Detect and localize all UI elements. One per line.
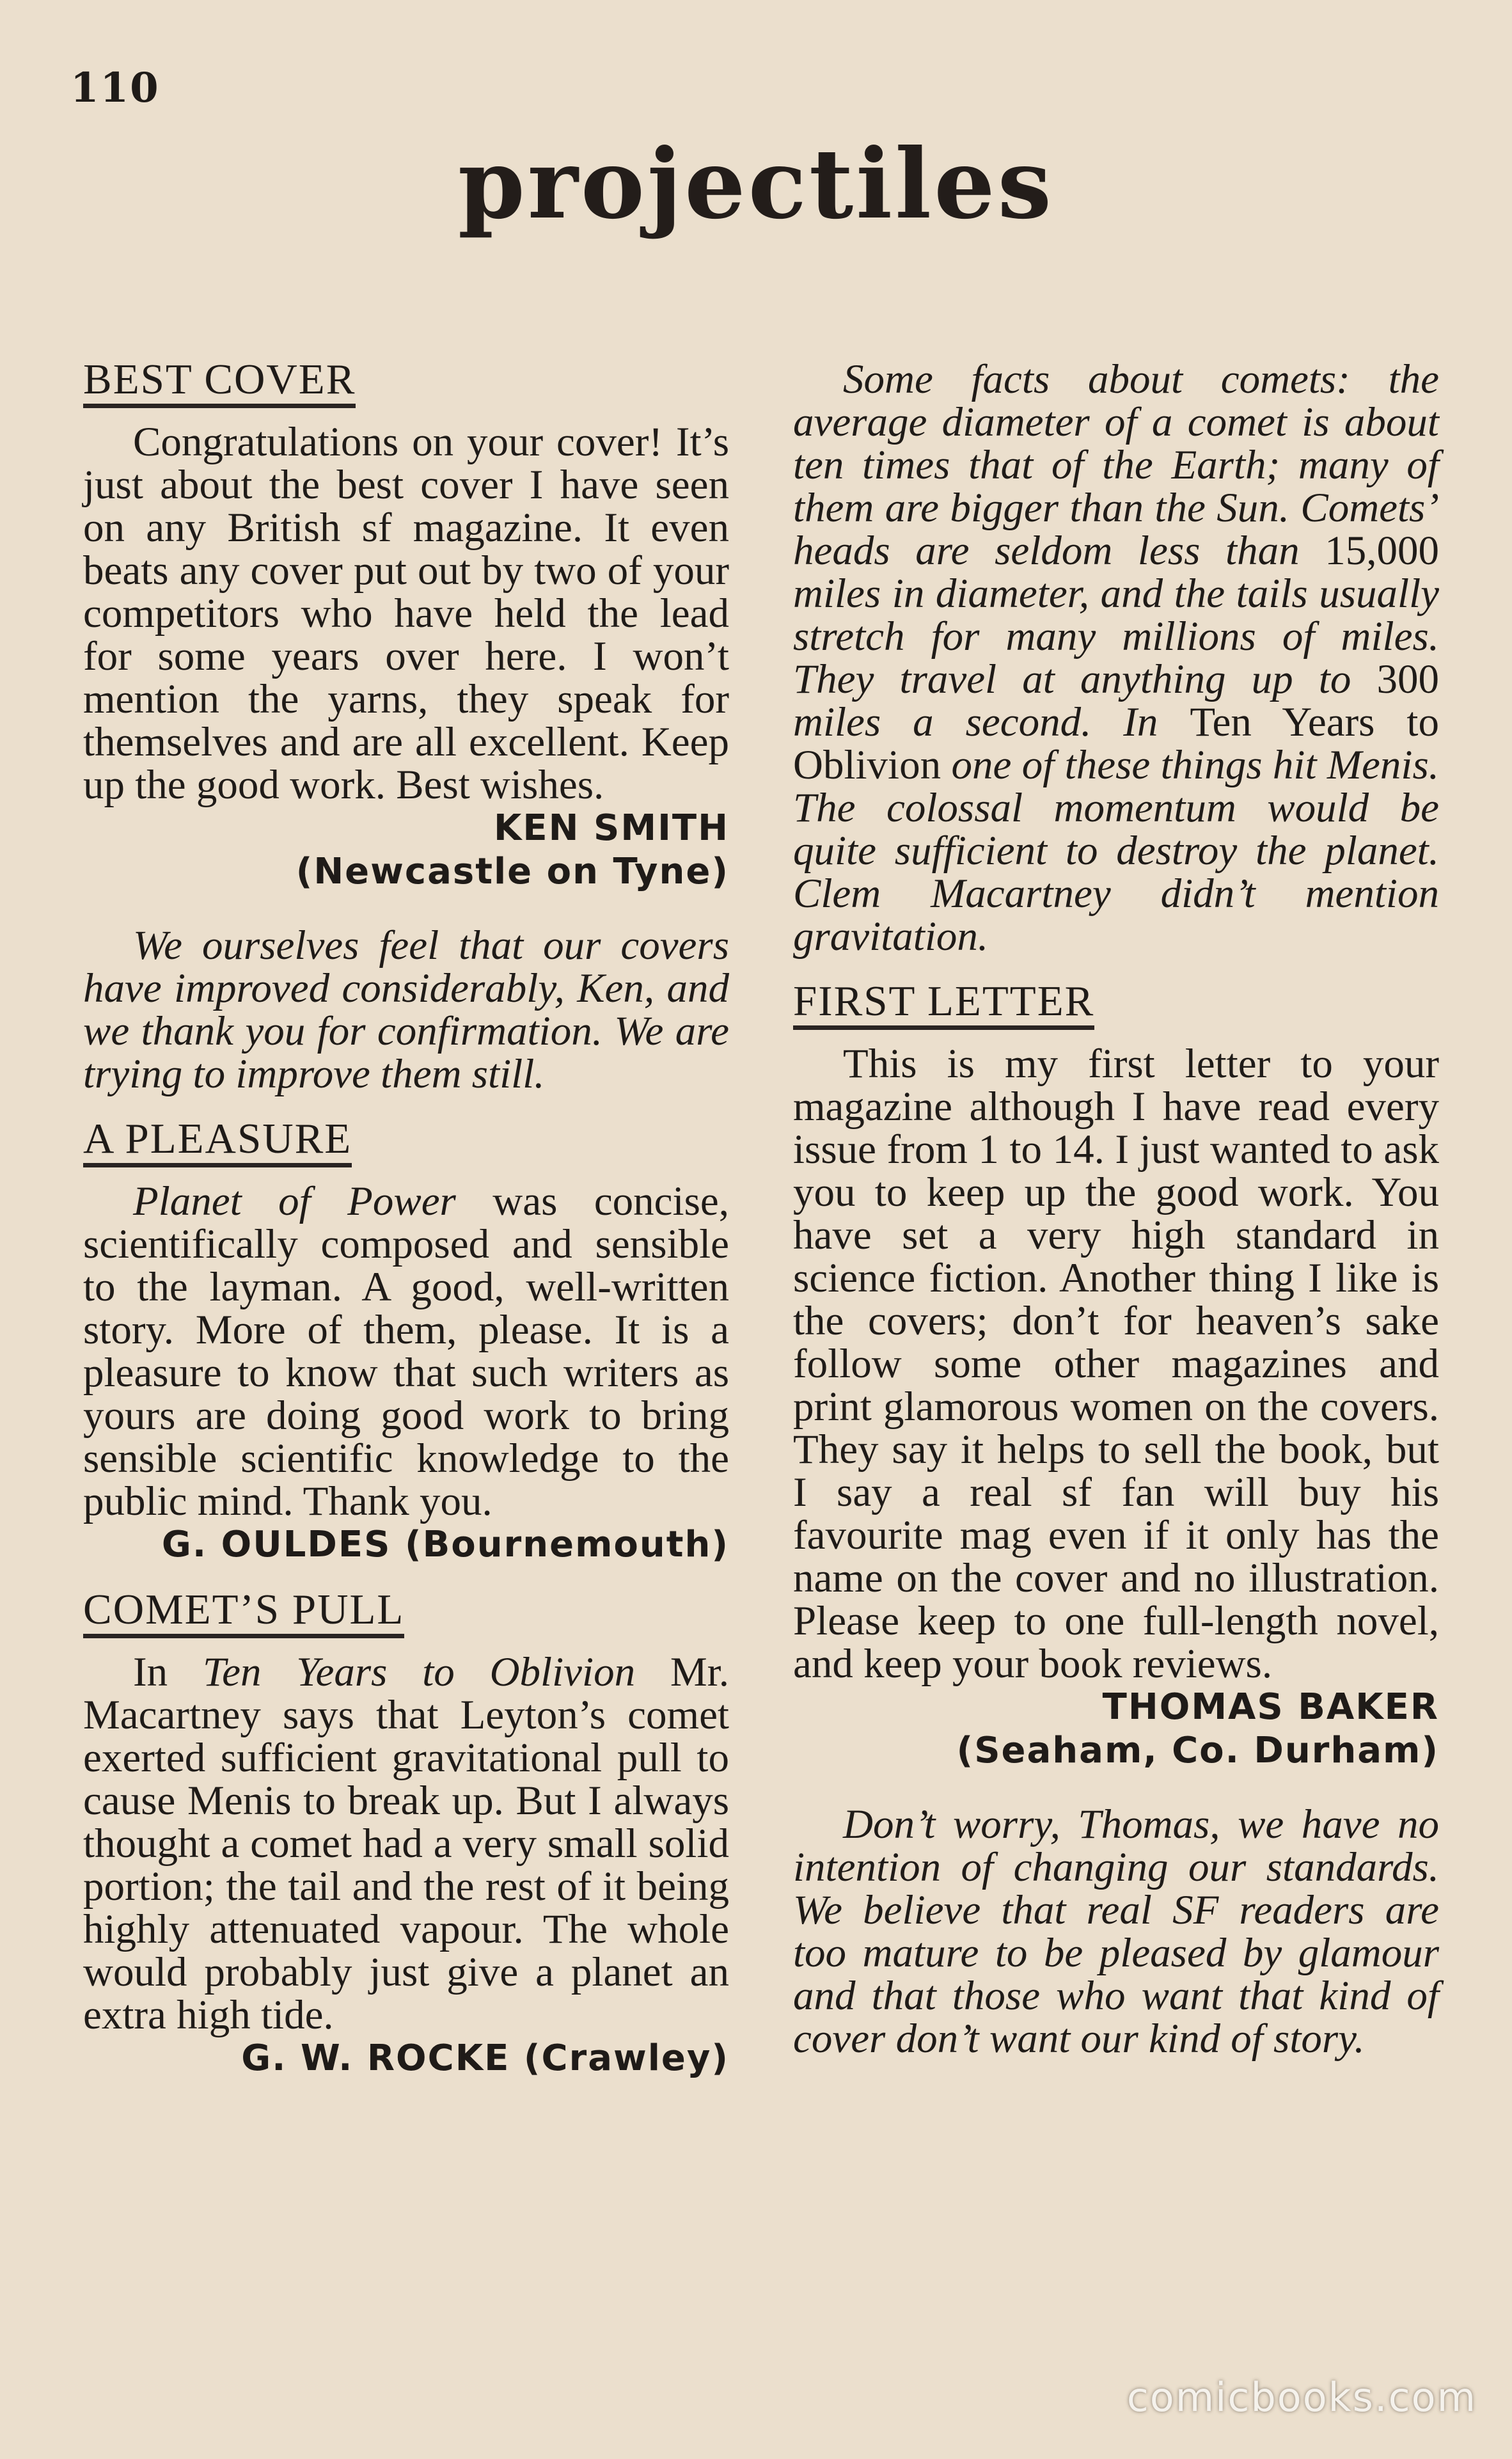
letter-text: was concise, scientifically composed and sensible to the layman. A good, well-written story. More of them, please. It is a pleasure to know that such writers as yours are doing good work to bring sensible scientific knowledge to the public mind. Thank you. bbox=[83, 1178, 729, 1524]
section-title: projectiles bbox=[457, 128, 1055, 241]
heading-comets-pull: COMET’S PULL bbox=[83, 1588, 404, 1638]
left-column bbox=[83, 358, 729, 2080]
heading-a-pleasure: A PLEASURE bbox=[83, 1118, 352, 1167]
reply-number: 15,000 bbox=[1325, 528, 1439, 574]
story-title: Planet of Power bbox=[133, 1178, 456, 1224]
page-number: 110 bbox=[70, 64, 160, 112]
signature-name: KEN SMITH bbox=[494, 807, 729, 849]
signature-location: (Seaham, Co. Durham) bbox=[956, 1730, 1439, 1771]
signature-g-w-rocke: G. W. ROCKE (Crawley) bbox=[241, 2037, 729, 2079]
signature-location: (Newcastle on Tyne) bbox=[295, 851, 729, 892]
reply-text: one of these things hit bbox=[941, 742, 1327, 788]
reply-text: . The colossal momentum would be quite sufficient to destroy the planet. Clem Macartney didn’t mention gravitation. bbox=[793, 742, 1439, 960]
heading-best-cover: BEST COVER bbox=[83, 358, 356, 408]
letter-text-start: In bbox=[133, 1649, 203, 1695]
reply-number: 300 bbox=[1376, 656, 1439, 702]
signature-g-ouldes: G. OULDES (Bournemouth) bbox=[161, 1524, 729, 1565]
signature-name: THOMAS BAKER bbox=[1102, 1686, 1439, 1728]
letter-body-a-pleasure bbox=[83, 1180, 729, 1523]
letter-text: Mr. Macartney says that Leyton’s comet exerted sufficient gravitational pull to cause Menis to break up. But I always thought a comet had a very small solid portion; the tail and the rest of it being highly attenuated vapour. The whole would probably just give a planet an extra high tide. bbox=[83, 1649, 730, 2038]
letter-body-comets-pull bbox=[83, 1651, 729, 2037]
reply-text: miles in diameter, and the tails usually stretch for many millions of miles. They travel at anything up to bbox=[793, 571, 1439, 702]
letter-body-first-letter: This is my first letter to your magazine although I have read every issue from 1 to 14. I just wanted to ask you to keep up the good work. You have set a very high standard in science fiction. Another thing I like is the covers; don’t for heaven’s sake follow some other magazines and print glamorous women on the covers. They say it helps to sell the book, but I say a real sf fan will buy his favourite mag even if it only has the name on the cover and no illustration. Please keep to one full-length novel, and keep your book reviews. bbox=[793, 1041, 1439, 1687]
editor-reply-best-cover: We ourselves feel that our covers have improved considerably, Ken, and we thank you for confirmation. We are trying to improve them still. bbox=[83, 922, 729, 1097]
editor-reply-first-letter: Don’t worry, Thomas, we have no intention of changing our standards. We believe that real SF readers are too mature to be pleased by glamour and that those who want that kind of cover don’t want our kind of story. bbox=[793, 1801, 1439, 2062]
story-title: Ten Years to Oblivion bbox=[793, 699, 1439, 788]
editor-reply-comets-pull bbox=[793, 358, 1439, 958]
story-title: Ten Years to Oblivion bbox=[202, 1649, 636, 1695]
watermark: comicbooks.com bbox=[1126, 2374, 1477, 2421]
heading-first-letter: FIRST LETTER bbox=[793, 980, 1094, 1030]
reply-text: Some facts about comets: the average diameter of a comet is about ten times that of the Earth; many of them are bigger than the Sun. Comets’ heads are seldom less than bbox=[793, 356, 1439, 574]
signature-thomas-baker bbox=[793, 1686, 1439, 1773]
right-column bbox=[793, 358, 1439, 2060]
signature-ken-smith bbox=[83, 807, 729, 894]
reply-text: miles a second. In bbox=[793, 699, 1190, 745]
letter-body-best-cover: Congratulations on your cover! It’s just about the best cover I have seen on any British sf magazine. It even beats any cover put out by two of your competitors who have held the lead for some years over here. I won’t mention the yarns, they speak for themselves and are all excellent. Keep up the good work. Best wishes. bbox=[83, 419, 729, 808]
planet-name: Menis bbox=[1327, 742, 1429, 788]
